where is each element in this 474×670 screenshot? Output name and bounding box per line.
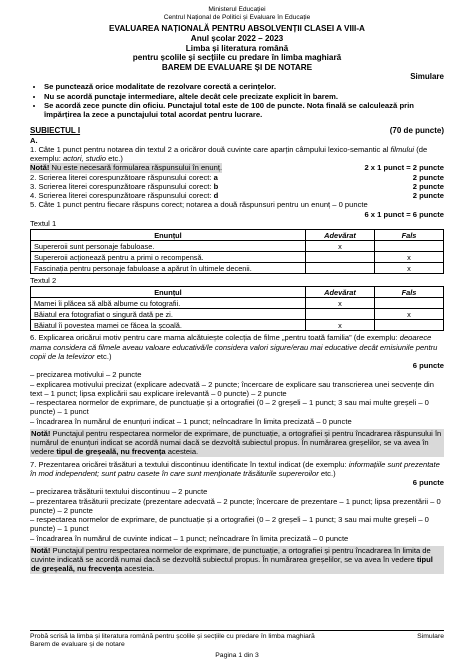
note-emphasis: tipul de greșeală, nu frecvența: [31, 555, 433, 574]
table-row: [31, 298, 444, 309]
q6-criterion: – respectarea normelor de exprimare, de punctuație și a ortografiei (0 – 2 greșeli – 1 punct; 3 sau mai multe greșeli – 0 puncte) – 1 punct: [30, 398, 429, 417]
rule-item: • Nu se acordă punctaje intermediare, altele decât cele precizate explicit în barem.: [44, 92, 444, 101]
q2-points: 2 puncte: [412, 172, 444, 182]
question-5: 5. Câte 1 punct pentru fiecare răspuns corect; notarea a două răspunsuri pentru un enunț – 0 puncte: [30, 200, 368, 210]
statement-cell: Băiatul îi povestea mamei ce făcea la școală.: [31, 320, 306, 331]
rules-list: [30, 82, 444, 120]
center-name: Centrul Național de Politici și Evaluare în Educație: [163, 13, 311, 21]
true-cell: [306, 252, 375, 263]
col-false: Fals: [375, 287, 444, 298]
q7-end: etc.): [318, 468, 336, 478]
statement-cell: Mamei îi plăcea să albă albume cu fotografii.: [31, 298, 306, 309]
q4-answer: d: [213, 191, 219, 201]
false-cell: x: [375, 263, 444, 274]
question-1: [30, 145, 444, 164]
table-header-row: [31, 287, 444, 298]
q1-points: 2 x 1 punct = 2 puncte: [364, 163, 444, 173]
table-row: [31, 241, 444, 252]
note-text: Punctajul pentru respectarea normelor de exprimare, de punctuație, a ortografiei și pentru încadrarea în limita de cuvinte indicată se acordă numai dacă se dezvoltă subiectul propus. În numărarea greșelilor, se va avea în vedere: [31, 545, 431, 565]
q2-answer: a: [213, 172, 218, 182]
col-statement: Enunțul: [31, 287, 306, 298]
statement-cell: Supereroii acționează pentru a primi o recompensă.: [31, 252, 306, 263]
statement-cell: Fascinația pentru personaje fabuloase a apărut în ultimele decenii.: [31, 263, 306, 274]
q5-points: 6 x 1 punct = 6 puncte: [364, 209, 444, 219]
note-label: Notă!: [31, 428, 51, 438]
simulare-label: Simulare: [410, 71, 444, 81]
false-cell: [375, 298, 444, 309]
q1-points-row: [30, 163, 444, 172]
subject-name: Limba și literatura română: [185, 43, 289, 53]
q1-text: 1. Câte 1 punct pentru notarea din textul 2 a oricăror două cuvinte care aparțin câmpului lexico-semantic al: [30, 144, 391, 154]
page-footer: [30, 630, 444, 660]
table-header-row: [31, 230, 444, 241]
note-label: Notă!: [31, 545, 51, 555]
q3-points: 2 puncte: [412, 181, 444, 191]
statement-cell: Supereroii sunt personaje fabuloase.: [31, 241, 306, 252]
q6-end: etc.): [94, 351, 112, 361]
false-cell: x: [375, 309, 444, 320]
q3-answer: b: [213, 181, 219, 191]
q6-criterion: – explicarea motivului precizat (explicare adecvată – 2 puncte; încercare de explicare sau transcrierea unei secvențe din text – 1 punct; lipsa explicării sau explicare irelevantă – 0 puncte) – 2 puncte: [30, 379, 434, 398]
ministry-name: Ministerul Educației: [208, 6, 266, 13]
true-cell: x: [306, 298, 375, 309]
note-text: Punctajul pentru respectarea normelor de exprimare, de punctuație, a ortografiei și pentru încadrarea răspunsului în numărul de enunțuri indicat se acordă numai dacă se dezvoltă subiectul propus. În numărarea greșelilor, se va avea în vedere: [31, 428, 442, 457]
q1-text-b: (de exemplu:: [30, 144, 428, 164]
rule-item: • Se acordă zece puncte din oficiu. Punctajul total este de 100 de puncte. Nota finală se calculează prin împărțirea la zece a punctajului total acordat pentru lucrare.: [44, 101, 444, 120]
true-cell: x: [306, 241, 375, 252]
true-false-table-2: [30, 286, 444, 331]
table-row: [31, 320, 444, 331]
footer-row: [30, 633, 444, 641]
false-cell: x: [375, 252, 444, 263]
table1-caption: Textul 1: [30, 218, 57, 228]
q6-intro: 6. Explicarea oricărui motiv pentru care mama alcătuiește colecția de filme „pentru toată familia” (de exemplu:: [30, 333, 400, 343]
table2-caption: Textul 2: [30, 276, 57, 286]
true-false-table-1: [30, 229, 444, 274]
document-titles: [30, 24, 444, 72]
q7-example: informațiile sunt prezentate în mod independent; sunt patru casete în care sunt menționate trăsăturile supereroilor: [30, 459, 440, 478]
subject-heading: [30, 126, 444, 136]
q2-text: 2. Scrierea literei corespunzătoare răspunsului corect:: [30, 172, 214, 182]
question-7: [30, 460, 444, 479]
question-2: [30, 173, 444, 182]
question-3: [30, 182, 444, 191]
true-cell: [306, 309, 375, 320]
q6-criterion: – precizarea motivului – 2 puncte: [30, 370, 142, 380]
note-short: [30, 163, 222, 172]
col-statement: Enunțul: [31, 230, 306, 241]
q4-points: 2 puncte: [412, 191, 444, 201]
rule-item: • Se punctează orice modalitate de rezolvare corectă a cerințelor.: [44, 82, 444, 91]
document-header: [30, 6, 444, 21]
page-number: Pagina 1 din 3: [215, 651, 259, 659]
school-year: Anul școlar 2022 – 2023: [190, 33, 284, 43]
q4-text: 4. Scrierea literei corespunzătoare răspunsului corect:: [30, 191, 214, 201]
question-4: [30, 191, 444, 200]
note-end: acesteia.: [165, 447, 199, 457]
q3-text: 3. Scrierea literei corespunzătoare răspunsului corect:: [30, 181, 214, 191]
q6-example: deoarece mama considera că filmele aveau valoare educativă/le considera valori sigure/erau mai educative decât emisiunile pentru copii de la televizor: [30, 333, 438, 361]
q1-film-word: filmului: [390, 144, 415, 154]
true-cell: [306, 263, 375, 274]
q7-points: 6 puncte: [412, 478, 444, 488]
section-a-label: A.: [30, 135, 38, 145]
footer-line2: Barem de evaluare și de notare: [30, 641, 125, 649]
q7-criterion: – precizarea trăsăturii textului discontinuu – 2 puncte: [30, 487, 208, 497]
table-row: [31, 252, 444, 263]
q7-criterion: – încadrarea în numărul de cuvinte indicat – 1 punct; neîncadrare în limita precizată – 0 puncte: [30, 533, 349, 543]
note-box-2: [30, 546, 444, 574]
audience-line: pentru școlile și secțiile cu predare în limba maghiară: [132, 53, 342, 63]
note-end: acesteia.: [122, 564, 155, 574]
note-box-1: [30, 429, 444, 457]
table-row: [31, 309, 444, 320]
footer-line1: Probă scrisă la limba și literatura română pentru școlile și secțiile cu predare în limba maghiară: [30, 633, 315, 640]
footer-simulare: Simulare: [417, 633, 444, 640]
col-false: Fals: [375, 230, 444, 241]
q7-criterion: – prezentarea trăsăturii precizate (prezentare adecvată – 2 puncte; încercare de prezentare – 1 punct; lipsa prezentării – 0 puncte) – 2 puncte: [30, 496, 441, 515]
true-cell: x: [306, 320, 375, 331]
subject-points: (70 de puncte): [389, 125, 444, 135]
subject-title: SUBIECTUL I: [30, 125, 81, 135]
q6-criterion: – încadrarea în numărul de enunțuri indicat – 1 punct; neîncadrare în limita precizată – 0 puncte: [30, 416, 352, 426]
statement-cell: Băiatul era fotografiat o singură dată pe zi.: [31, 309, 306, 320]
exam-title: EVALUAREA NAȚIONALĂ PENTRU ABSOLVENȚII CLASEI A VIII-A: [109, 24, 365, 34]
note-text: Nu este necesară formularea răspunsului în enunț.: [49, 163, 223, 173]
table-row: [31, 263, 444, 274]
false-cell: [375, 241, 444, 252]
note-emphasis: tipul de greșeală, nu frecvența: [56, 447, 166, 457]
note-label: Notă!: [30, 163, 50, 173]
q6-points: 6 puncte: [412, 361, 444, 371]
barem-title: BAREM DE EVALUARE ȘI DE NOTARE: [161, 62, 313, 72]
question-6: [30, 333, 444, 361]
q7-intro: 7. Prezentarea oricărei trăsături a textului discontinuu identificate în textul indicat (de exemplu:: [30, 459, 349, 469]
false-cell: [375, 320, 444, 331]
col-true: Adevărat: [306, 287, 375, 298]
q1-text-c: etc.): [106, 154, 123, 164]
q7-criterion: – respectarea normelor de exprimare, de punctuație și a ortografiei (0 – 2 greșeli – 1 punct; 3 sau mai multe greșeli – 0 puncte) – 1 punct: [30, 515, 429, 534]
q1-example: actori, studio: [62, 154, 106, 164]
col-true: Adevărat: [306, 230, 375, 241]
